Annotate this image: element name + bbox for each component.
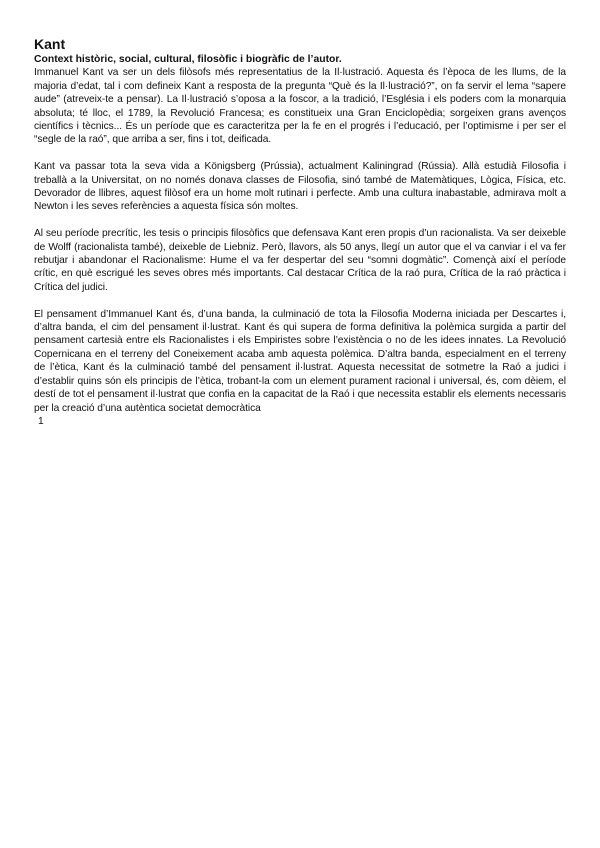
paragraph-biography: Kant va passar tota la seva vida a Königsberg (Prússia), actualment Kaliningrad (Rússia). Allà estudià Filosofia i treballà a la Universitat, on no només donava classes de Filosofia, sinó també de Matemàtiques, Lògica, Física, etc. Devorador de llibres, aquest filòsof era un home molt rutinari i perfecte. Amb una cultura inabastable, admirava molt a Newton i les seves referències a aquesta física són moltes. — [34, 161, 566, 213]
paragraph-context: Immanuel Kant va ser un dels filòsofs més representatius de la Il·lustració. Aquesta és l’època de les llums, de la majoria d’edat, tal i com defineix Kant a resposta de la pregunta “Què és la Il·lustració?”, on fa servir el lema “sapere aude” (atreveix-te a pensar). La Il·lustració s’oposa a la foscor, a la tradició, l’Església i els poders com la monarquia absoluta; té lloc, el 1789, la Revolució Francesa; es constitueix una Gran Enciclopèdia; sorgeixen grans avenços científics i tècnics... És un període que es caracteritza per la fe en el progrés i l’educació, per l’optimisme i per ser el “segle de la raó”, que arriba a ser, fins i tot, deificada. — [34, 67, 566, 146]
paragraph-precritical-period: Al seu període precrític, les tesis o principis filosòfics que defensava Kant eren propis d’un racionalista. Va ser deixeble de Wolff (racionalista també), deixeble de Liebniz. Però, llavors, als 50 anys, llegí un autor que el va canviar i el va fer rebutjar i abandonar el Racionalisme: Hume el va fer despertar del seu “somni dogmàtic”. Començà així el període crític, en què escrigué les seves obres més importants. Cal destacar Crítica de la raó pura, Crítica de la raó pràctica i Crítica del judici. — [34, 228, 566, 293]
document-title: Kant — [34, 36, 66, 52]
page-number: 1 — [38, 415, 44, 427]
paragraph-philosophical-significance: El pensament d’Immanuel Kant és, d’una banda, la culminació de tota la Filosofia Moderna iniciada per Descartes i, d’altra banda, el cim del pensament il·lustrat. Kant és qui supera de forma definitiva la polèmica surgida a partir del pensament cartesià entre els Racionalistes i els Empiristes sobre l’existència o no de les idees innates. La Revolució Copernicana en el terreny del Coneixement acaba amb aquesta polèmica. D’altra banda, especialment en el terreny de l’ètica, Kant és la culminació també del pensament il·lustrat. Aquesta necessitat de sotmetre la Raó a judici i d’establir quins són els principis de l’ètica, trobant-la com un element purament racional i universal, és, com dèiem, el destí de tot el pensament il·lustrat que confia en la capacitat de la Raó i que necessita establir els elements necessaris per la creació d’una autèntica societat democràtica — [34, 308, 566, 414]
document-page — [34, 36, 566, 428]
document-subtitle: Context històric, social, cultural, filosòfic i biogràfic de l’autor. — [34, 54, 342, 65]
